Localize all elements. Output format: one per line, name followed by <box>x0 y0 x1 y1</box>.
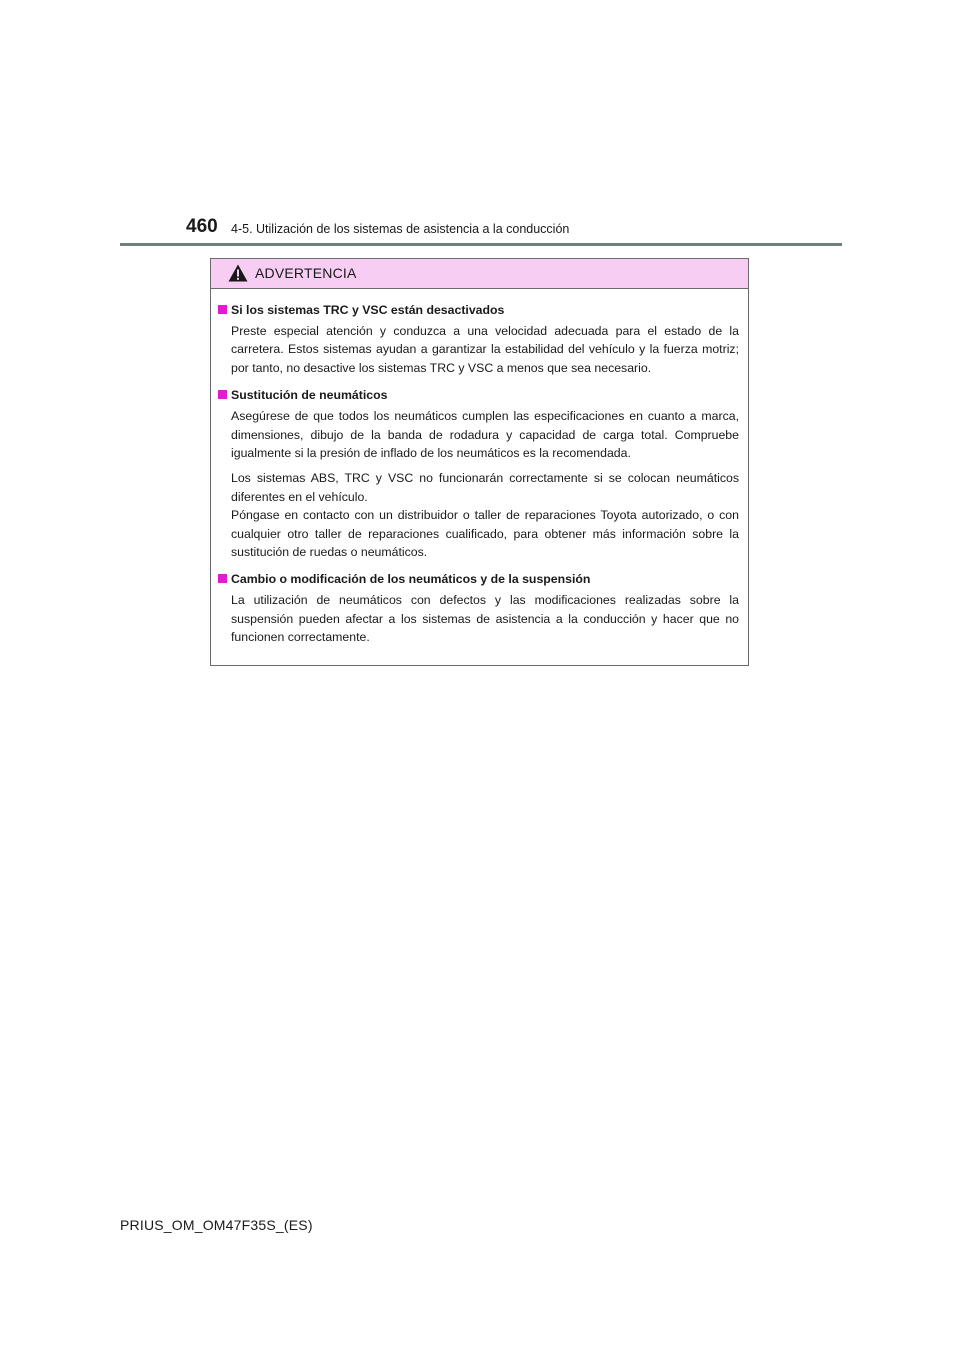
square-bullet-icon <box>218 574 227 583</box>
square-bullet-icon <box>218 390 227 399</box>
section-heading <box>218 386 739 404</box>
section-heading <box>218 301 739 319</box>
warning-header <box>211 259 748 289</box>
header-divider <box>120 243 842 246</box>
paragraph: Los sistemas ABS, TRC y VSC no funcionarán correctamente si se colocan neumáticos diferentes en el vehículo. <box>231 471 739 504</box>
square-bullet-icon <box>218 305 227 314</box>
page-number: 460 <box>186 216 218 237</box>
section-title: 4-5. Utilización de los sistemas de asistencia a la conducción <box>231 222 570 236</box>
warning-triangle-icon <box>228 264 248 282</box>
warning-body <box>211 289 748 665</box>
paragraph: Asegúrese de que todos los neumáticos cumplen las especificaciones en cuanto a marca, dimensiones, dibujo de la banda de rodadura y capacidad de carga total. Compruebe igualmente si la presión de inflado de los neumáticos es la recomendada. <box>231 409 739 461</box>
warning-box <box>210 258 749 666</box>
paragraph: Preste especial atención y conduzca a una velocidad adecuada para el estado de la carretera. Estos sistemas ayudan a garantizar la estabilidad del vehículo y la fuerza motriz; por tanto, no desactive los sistemas TRC y VSC a menos que sea necesario. <box>231 324 739 375</box>
warning-section-tire-replacement <box>218 386 739 561</box>
warning-title: ADVERTENCIA <box>255 265 357 281</box>
document-code: PRIUS_OM_OM47F35S_(ES) <box>120 1217 313 1233</box>
paragraph: La utilización de neumáticos con defectos y las modificaciones realizadas sobre la suspensión pueden afectar a los sistemas de asistencia a la conducción y hacer que no funcionen correctamente. <box>231 593 739 645</box>
section-heading <box>218 570 739 588</box>
warning-section-trc-vsc <box>218 301 739 377</box>
section-heading-text: Sustitución de neumáticos <box>231 388 388 403</box>
section-heading-text: Si los sistemas TRC y VSC están desactivados <box>231 303 505 317</box>
warning-section-suspension <box>218 570 739 646</box>
paragraph: Póngase en contacto con un distribuidor o taller de reparaciones Toyota autorizado, o con cualquier otro taller de reparaciones cualificado, para obtener más información sobre la sustitución de ruedas o neumáticos. <box>231 508 739 560</box>
section-heading-text: Cambio o modificación de los neumáticos y de la suspensión <box>231 572 591 587</box>
